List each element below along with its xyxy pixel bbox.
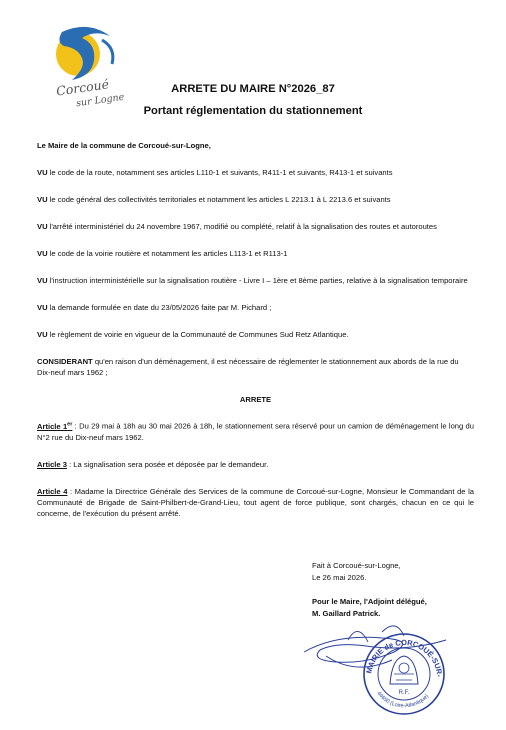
vu-paragraph: [37, 302, 474, 313]
signature-place: Fait à Corcoué-sur-Logne,: [312, 561, 401, 570]
article-3: [37, 459, 474, 470]
vu-paragraph: [37, 275, 474, 286]
logo-emblem-icon: [42, 24, 132, 84]
signature-role: Pour le Maire, l'Adjoint délégué,: [312, 597, 427, 606]
article-3-label: Article 3: [37, 459, 67, 469]
signature-date: Le 26 mai 2026.: [312, 573, 367, 582]
vu-text: le règlement de voirie en vigueur de la Communauté de Communes Sud Retz Atlantique.: [47, 330, 349, 339]
intro-line: Le Maire de la commune de Corcoué-sur-Logne,: [37, 141, 211, 150]
vu-text: le code général des collectivités territoriales et notamment les articles L 2213.1 à L 2213.6 et suivants: [47, 195, 391, 204]
vu-paragraph: [37, 221, 474, 232]
decree-body: [37, 140, 474, 535]
svg-text:44650 (Loire-Atlantique): 44650 (Loire-Atlantique): [375, 690, 431, 710]
article-1: [37, 419, 474, 443]
vu-label: VU: [37, 249, 48, 258]
vu-label: VU: [37, 330, 48, 339]
vu-text: l'arrêté interministériel du 24 novembre 1967, modifié ou complété, relatif à la signalisation des routes et autoroutes: [47, 222, 437, 231]
vu-label: VU: [37, 276, 48, 285]
vu-text: la demande formulée en date du 23/05/2026 faite par M. Pichard ;: [47, 303, 272, 312]
vu-paragraph: [37, 194, 474, 205]
vu-text: le code de la route, notamment ses articles L110-1 et suivants, R411-1 et suivants, R413-1 et suivants: [47, 168, 393, 177]
decree-title: ARRETE DU MAIRE N°2026_87: [171, 83, 335, 95]
considerant-text: qu'en raison d'un déménagement, il est nécessaire de réglementer le stationnement aux abords de la rue du Dix-neuf mars 1962 ;: [37, 357, 459, 377]
signature-block: [312, 560, 427, 620]
signature-stamp-image: [296, 612, 476, 722]
vu-label: VU: [37, 303, 48, 312]
svg-text:MAIRIE de CORCOUÉ-SUR-LOGNE: MAIRIE de CORCOUÉ-SUR-LOGNE: [364, 637, 444, 678]
vu-paragraph: [37, 167, 474, 178]
svg-text:R.F.: R.F.: [398, 690, 410, 696]
vu-label: VU: [37, 168, 48, 177]
vu-label: VU: [37, 195, 48, 204]
mairie-stamp: [364, 634, 444, 714]
article-3-text: : La signalisation sera posée et déposée par le demandeur.: [66, 459, 269, 469]
decree-subtitle: Portant réglementation du stationnement: [143, 105, 363, 117]
vu-label: VU: [37, 222, 48, 231]
article-1-label: Article 1er: [37, 421, 73, 431]
logo-subname: sur Logne: [75, 91, 125, 110]
vu-text: l'instruction interministérielle sur la signalisation routière - Livre I – 1ère et 8ème parties, relative à la signalisation temporaire: [47, 276, 468, 285]
logo-name: Corcoué: [55, 76, 110, 99]
vu-text: le code de la voirie routière et notamment les articles L113-1 et R113-1: [47, 249, 288, 258]
vu-paragraph: [37, 248, 474, 259]
vu-paragraph: [37, 329, 474, 340]
considerant-label: CONSIDERANT: [37, 357, 93, 366]
signature-name: M. Gaillard Patrick.: [312, 609, 381, 618]
considerant-paragraph: [37, 356, 474, 378]
commune-logo: [42, 24, 132, 108]
article-4-label: Article 4: [37, 486, 68, 496]
article-4-text: : Madame la Directrice Générale des Services de la commune de Corcoué-sur-Logne, Monsieur le Commandant de la Communauté de Brigade de Saint-Philbert-de-Grand-Lieu, tout agent de force publique, sont chargés, chacun en ce qui le concerne, de l'exécution du présent arrêté.: [37, 486, 474, 518]
article-4: [37, 486, 474, 519]
arrete-heading: ARRETE: [239, 395, 272, 404]
article-1-text: : Du 29 mai à 18h au 30 mai 2026 à 18h, le stationnement sera réservé pour un camion de déménagement le long du N°2 rue du Dix-neuf mars 1962.: [37, 421, 474, 442]
